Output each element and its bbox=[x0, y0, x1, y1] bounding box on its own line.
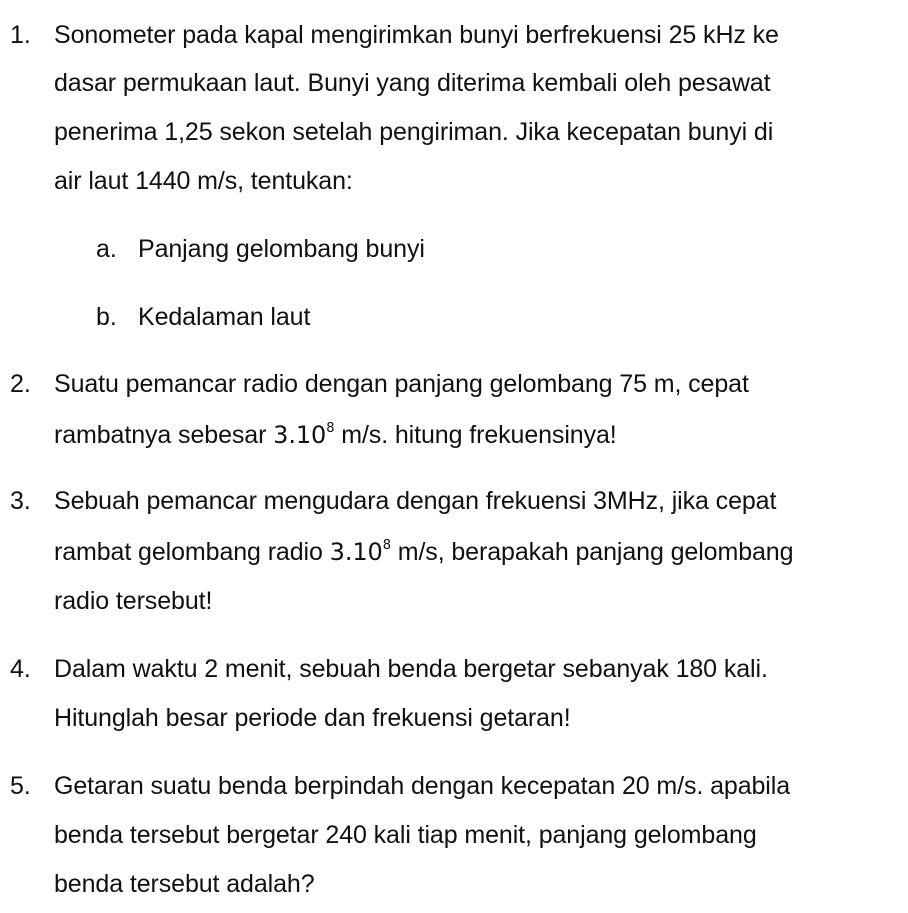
question-text-line: air laut 1440 m/s, tentukan: bbox=[54, 167, 353, 195]
question-text-line: Sonometer pada kapal mengirimkan bunyi berfrekuensi 25 kHz ke bbox=[54, 21, 779, 49]
subitem-letter: a. bbox=[96, 235, 117, 263]
question-text-line: Getaran suatu benda berpindah dengan kecepatan 20 m/s. apabila bbox=[54, 772, 791, 800]
question-number: 2. bbox=[10, 370, 31, 398]
question-text-line: Dalam waktu 2 menit, sebuah benda bergetar sebanyak 180 kali. bbox=[54, 655, 768, 683]
question-text-line: Suatu pemancar radio dengan panjang gelombang 75 m, cepat bbox=[54, 370, 749, 398]
question-number: 3. bbox=[10, 487, 31, 515]
math-exponent: 8 bbox=[382, 538, 391, 553]
math-base: 3.10 bbox=[273, 421, 327, 449]
math-expression bbox=[273, 421, 334, 449]
question-text-line bbox=[54, 537, 793, 567]
text-segment: m/s. hitung frekuensinya! bbox=[334, 421, 617, 449]
text-segment: m/s, berapakah panjang gelombang bbox=[390, 538, 794, 566]
text-segment: rambat gelombang radio bbox=[54, 538, 330, 566]
question-text-line: dasar permukaan laut. Bunyi yang diterima kembali oleh pesawat bbox=[54, 69, 771, 97]
question-text-line: benda tersebut adalah? bbox=[54, 870, 315, 898]
subitem-letter: b. bbox=[96, 303, 117, 331]
subitem-text: Kedalaman laut bbox=[138, 303, 311, 331]
subitem-text: Panjang gelombang bunyi bbox=[138, 235, 425, 263]
question-text-line bbox=[54, 420, 617, 450]
question-number: 1. bbox=[10, 21, 31, 49]
question-text-line: benda tersebut bergetar 240 kali tiap menit, panjang gelombang bbox=[54, 821, 757, 849]
text-segment: rambatnya sebesar bbox=[54, 421, 274, 449]
question-text-line: radio tersebut! bbox=[54, 587, 213, 615]
question-text-line: penerima 1,25 sekon setelah pengiriman. Jika kecepatan bunyi di bbox=[54, 118, 774, 146]
question-text-line: Sebuah pemancar mengudara dengan frekuensi 3MHz, jika cepat bbox=[54, 487, 777, 515]
question-text-line: Hitunglah besar periode dan frekuensi getaran! bbox=[54, 704, 571, 732]
question-number: 5. bbox=[10, 772, 31, 800]
math-base: 3.10 bbox=[329, 538, 383, 566]
math-exponent: 8 bbox=[326, 421, 335, 436]
question-number: 4. bbox=[10, 655, 31, 683]
math-expression bbox=[330, 538, 391, 566]
